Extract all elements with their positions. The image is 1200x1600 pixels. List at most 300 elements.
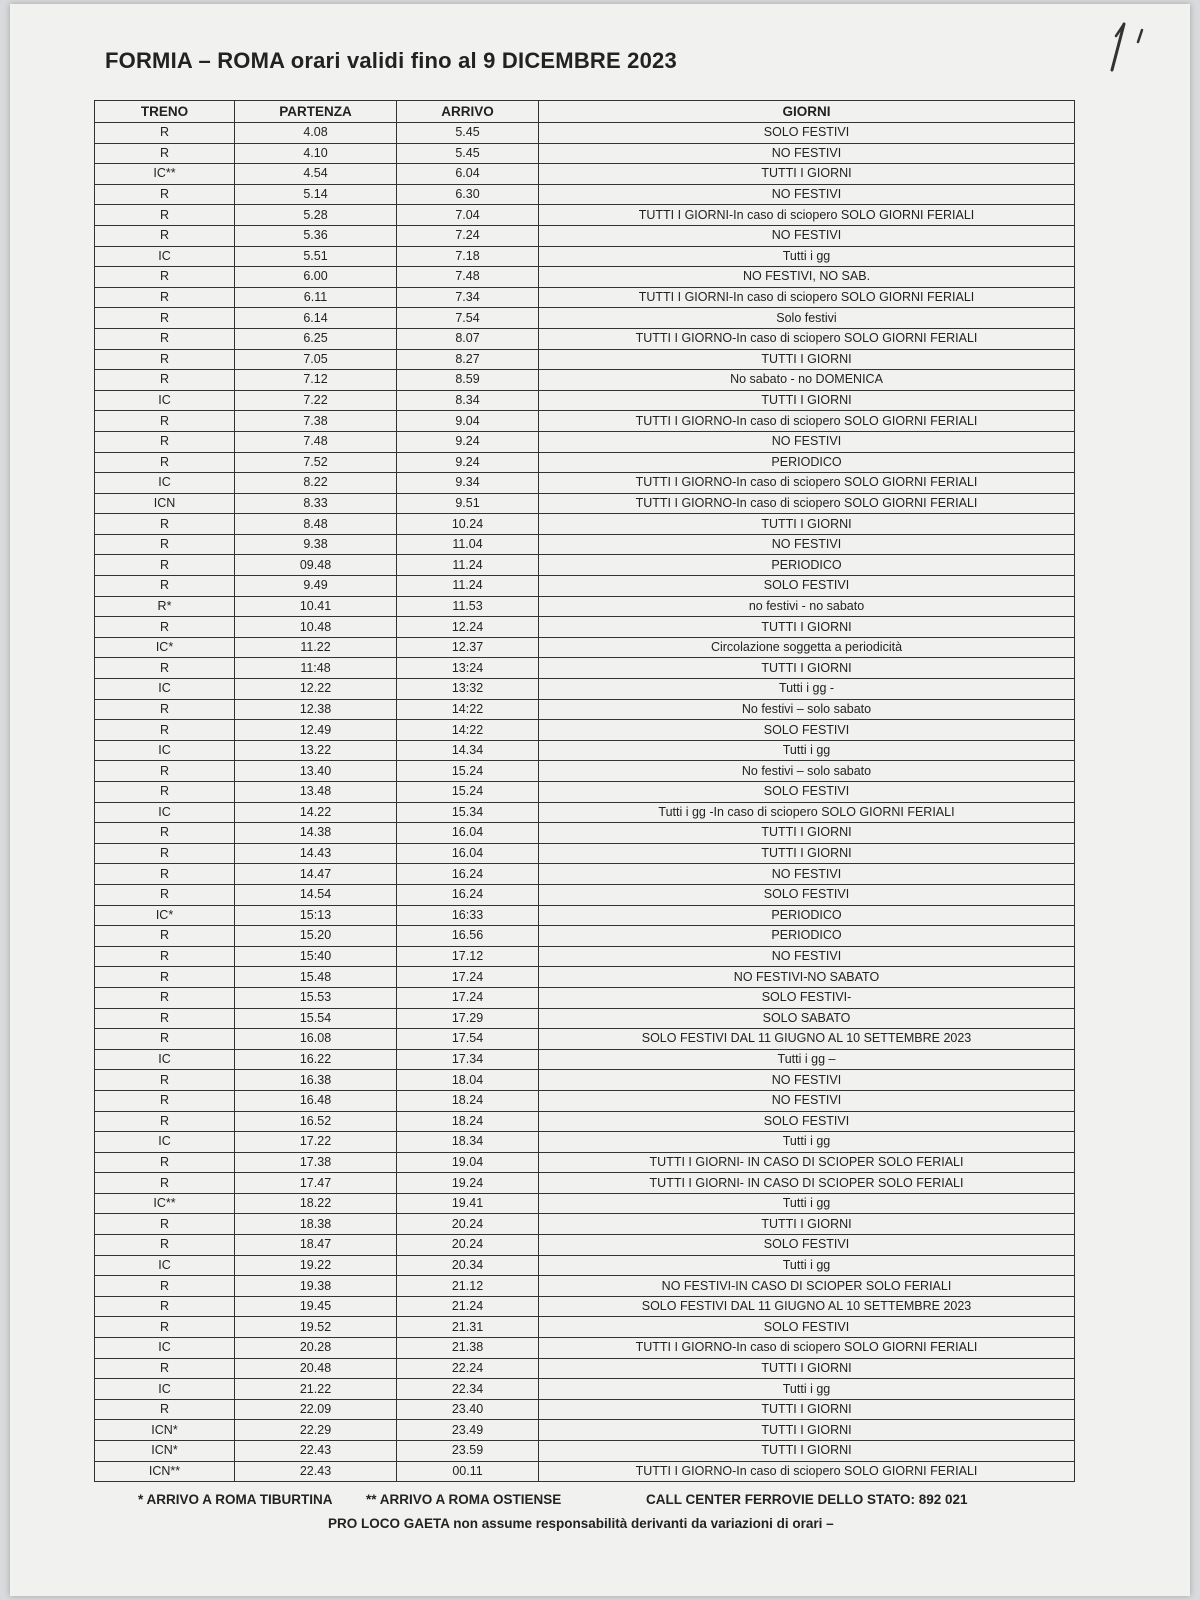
table-row [95,1379,1075,1400]
cell-giorni: Tutti i gg [539,1255,1075,1276]
cell-treno: IC [95,740,235,761]
cell-arrivo: 17.34 [397,1049,539,1070]
cell-partenza: 7.22 [235,390,397,411]
note-ostiense: ** ARRIVO A ROMA OSTIENSE [366,1492,562,1507]
cell-arrivo: 13:32 [397,679,539,700]
table-row [95,1049,1075,1070]
cell-partenza: 5.28 [235,205,397,226]
cell-arrivo: 9.34 [397,473,539,494]
cell-arrivo: 7.04 [397,205,539,226]
table-row [95,1358,1075,1379]
table-row [95,370,1075,391]
cell-partenza: 14.22 [235,802,397,823]
cell-arrivo: 8.07 [397,328,539,349]
cell-giorni: NO FESTIVI-NO SABATO [539,967,1075,988]
cell-partenza: 20.28 [235,1338,397,1359]
cell-giorni: Tutti i gg [539,246,1075,267]
handwritten-page-number [1098,12,1168,82]
cell-giorni: TUTTI I GIORNI [539,514,1075,535]
cell-partenza: 14.47 [235,864,397,885]
table-row [95,740,1075,761]
cell-arrivo: 15.24 [397,761,539,782]
cell-partenza: 4.08 [235,123,397,144]
header-arrivo: ARRIVO [397,101,539,123]
cell-arrivo: 18.34 [397,1132,539,1153]
cell-treno: R [95,1317,235,1338]
cell-partenza: 7.52 [235,452,397,473]
cell-arrivo: 18.24 [397,1111,539,1132]
cell-treno: R [95,864,235,885]
cell-treno: R [95,123,235,144]
table-row [95,390,1075,411]
cell-giorni: SOLO FESTIVI [539,1235,1075,1256]
cell-giorni: NO FESTIVI [539,431,1075,452]
cell-partenza: 7.48 [235,431,397,452]
page-title: FORMIA – ROMA orari validi fino al 9 DICEMBRE 2023 [105,48,677,73]
cell-treno: R [95,1029,235,1050]
table-row [95,617,1075,638]
cell-giorni: NO FESTIVI [539,534,1075,555]
table-row [95,1317,1075,1338]
cell-partenza: 7.05 [235,349,397,370]
cell-treno: R [95,143,235,164]
cell-treno: R [95,1111,235,1132]
cell-arrivo: 21.38 [397,1338,539,1359]
table-row [95,1070,1075,1091]
cell-treno: R [95,843,235,864]
table-row [95,1255,1075,1276]
table-row [95,637,1075,658]
cell-arrivo: 12.37 [397,637,539,658]
cell-partenza: 19.38 [235,1276,397,1297]
table-row [95,1420,1075,1441]
cell-treno: R [95,699,235,720]
cell-partenza: 18.22 [235,1193,397,1214]
cell-arrivo: 23.49 [397,1420,539,1441]
table-row [95,514,1075,535]
cell-giorni: TUTTI I GIORNI [539,823,1075,844]
cell-partenza: 20.48 [235,1358,397,1379]
cell-treno: R* [95,596,235,617]
table-row [95,1193,1075,1214]
cell-arrivo: 7.34 [397,287,539,308]
cell-arrivo: 5.45 [397,143,539,164]
cell-treno: R [95,370,235,391]
cell-treno: R [95,576,235,597]
cell-arrivo: 19.41 [397,1193,539,1214]
cell-partenza: 7.38 [235,411,397,432]
table-row [95,349,1075,370]
cell-giorni: NO FESTIVI [539,864,1075,885]
cell-arrivo: 13:24 [397,658,539,679]
cell-treno: R [95,1173,235,1194]
cell-arrivo: 15.24 [397,782,539,803]
cell-arrivo: 11.24 [397,555,539,576]
cell-arrivo: 8.59 [397,370,539,391]
cell-partenza: 12.38 [235,699,397,720]
cell-giorni: no festivi - no sabato [539,596,1075,617]
cell-treno: IC [95,679,235,700]
cell-partenza: 10.41 [235,596,397,617]
cell-partenza: 17.47 [235,1173,397,1194]
cell-treno: R [95,1296,235,1317]
cell-partenza: 13.22 [235,740,397,761]
cell-giorni: TUTTI I GIORNI [539,1214,1075,1235]
table-row [95,308,1075,329]
cell-giorni: SOLO SABATO [539,1008,1075,1029]
cell-treno: R [95,1235,235,1256]
cell-arrivo: 18.04 [397,1070,539,1091]
cell-giorni: TUTTI I GIORNI-In caso di sciopero SOLO GIORNI FERIALI [539,205,1075,226]
cell-partenza: 15.48 [235,967,397,988]
cell-partenza: 21.22 [235,1379,397,1400]
cell-arrivo: 20.24 [397,1214,539,1235]
table-row [95,473,1075,494]
table-row [95,1173,1075,1194]
cell-giorni: Tutti i gg [539,740,1075,761]
cell-treno: R [95,1008,235,1029]
cell-partenza: 15:40 [235,946,397,967]
table-row [95,1132,1075,1153]
cell-treno: R [95,1152,235,1173]
cell-giorni: NO FESTIVI, NO SAB. [539,267,1075,288]
cell-giorni: TUTTI I GIORNI- IN CASO DI SCIOPER SOLO FERIALI [539,1152,1075,1173]
cell-treno: R [95,431,235,452]
table-row [95,699,1075,720]
cell-giorni: PERIODICO [539,926,1075,947]
cell-partenza: 12.22 [235,679,397,700]
cell-partenza: 4.10 [235,143,397,164]
cell-treno: R [95,308,235,329]
cell-partenza: 15.54 [235,1008,397,1029]
cell-partenza: 6.11 [235,287,397,308]
cell-giorni: TUTTI I GIORNO-In caso di sciopero SOLO GIORNI FERIALI [539,411,1075,432]
cell-arrivo: 19.04 [397,1152,539,1173]
cell-treno: R [95,411,235,432]
table-row [95,1235,1075,1256]
table-row [95,658,1075,679]
cell-giorni: No festivi – solo sabato [539,699,1075,720]
cell-treno: R [95,1090,235,1111]
cell-treno: R [95,205,235,226]
cell-treno: ICN [95,493,235,514]
cell-arrivo: 16.56 [397,926,539,947]
cell-arrivo: 17.29 [397,1008,539,1029]
cell-treno: R [95,617,235,638]
cell-treno: IC [95,473,235,494]
cell-giorni: TUTTI I GIORNO-In caso di sciopero SOLO GIORNI FERIALI [539,1338,1075,1359]
cell-treno: ICN** [95,1461,235,1482]
cell-arrivo: 22.24 [397,1358,539,1379]
cell-giorni: Tutti i gg [539,1132,1075,1153]
cell-arrivo: 21.12 [397,1276,539,1297]
cell-giorni: Tutti i gg -In caso di sciopero SOLO GIORNI FERIALI [539,802,1075,823]
table-row [95,143,1075,164]
cell-partenza: 8.33 [235,493,397,514]
cell-partenza: 19.22 [235,1255,397,1276]
cell-giorni: NO FESTIVI [539,1090,1075,1111]
table-row [95,493,1075,514]
table-row [95,967,1075,988]
cell-treno: R [95,1214,235,1235]
cell-giorni: No sabato - no DOMENICA [539,370,1075,391]
table-row [95,411,1075,432]
table-row [95,534,1075,555]
cell-arrivo: 16:33 [397,905,539,926]
call-center: CALL CENTER FERROVIE DELLO STATO: 892 021 [646,1492,968,1507]
cell-arrivo: 19.24 [397,1173,539,1194]
cell-treno: R [95,1276,235,1297]
cell-treno: R [95,967,235,988]
cell-treno: R [95,946,235,967]
cell-giorni: TUTTI I GIORNI [539,349,1075,370]
cell-giorni: Tutti i gg - [539,679,1075,700]
cell-giorni: Circolazione soggetta a periodicità [539,637,1075,658]
cell-treno: IC [95,1049,235,1070]
cell-treno: ICN* [95,1441,235,1462]
table-row [95,823,1075,844]
cell-giorni: TUTTI I GIORNO-In caso di sciopero SOLO GIORNI FERIALI [539,473,1075,494]
table-row [95,184,1075,205]
table-row [95,1296,1075,1317]
cell-partenza: 22.43 [235,1441,397,1462]
cell-partenza: 8.48 [235,514,397,535]
cell-giorni: Tutti i gg – [539,1049,1075,1070]
table-row [95,905,1075,926]
cell-partenza: 18.47 [235,1235,397,1256]
cell-arrivo: 6.04 [397,164,539,185]
cell-partenza: 22.29 [235,1420,397,1441]
cell-giorni: PERIODICO [539,555,1075,576]
cell-arrivo: 16.24 [397,864,539,885]
cell-giorni: TUTTI I GIORNO-In caso di sciopero SOLO GIORNI FERIALI [539,1461,1075,1482]
cell-giorni: SOLO FESTIVI DAL 11 GIUGNO AL 10 SETTEMBRE 2023 [539,1029,1075,1050]
cell-treno: R [95,349,235,370]
cell-partenza: 18.38 [235,1214,397,1235]
cell-arrivo: 7.48 [397,267,539,288]
cell-giorni: TUTTI I GIORNI [539,843,1075,864]
header-giorni: GIORNI [539,101,1075,123]
cell-partenza: 16.38 [235,1070,397,1091]
cell-partenza: 16.22 [235,1049,397,1070]
cell-treno: IC* [95,637,235,658]
cell-partenza: 13.40 [235,761,397,782]
cell-arrivo: 17.24 [397,987,539,1008]
cell-arrivo: 7.24 [397,225,539,246]
cell-partenza: 5.14 [235,184,397,205]
cell-giorni: TUTTI I GIORNO-In caso di sciopero SOLO GIORNI FERIALI [539,328,1075,349]
cell-partenza: 19.45 [235,1296,397,1317]
table-header-row [95,101,1075,123]
cell-treno: IC [95,802,235,823]
cell-giorni: SOLO FESTIVI [539,720,1075,741]
table-row [95,1338,1075,1359]
cell-arrivo: 16.04 [397,823,539,844]
table-row [95,720,1075,741]
cell-partenza: 7.12 [235,370,397,391]
cell-giorni: NO FESTIVI-IN CASO DI SCIOPER SOLO FERIALI [539,1276,1075,1297]
cell-arrivo: 23.40 [397,1399,539,1420]
table-row [95,328,1075,349]
cell-treno: R [95,926,235,947]
cell-arrivo: 14:22 [397,720,539,741]
table-row [95,884,1075,905]
cell-treno: R [95,452,235,473]
cell-arrivo: 21.31 [397,1317,539,1338]
cell-arrivo: 7.54 [397,308,539,329]
cell-giorni: NO FESTIVI [539,143,1075,164]
cell-partenza: 6.25 [235,328,397,349]
cell-partenza: 16.52 [235,1111,397,1132]
cell-partenza: 14.43 [235,843,397,864]
timetable [94,100,1075,1482]
cell-treno: IC [95,1255,235,1276]
cell-arrivo: 21.24 [397,1296,539,1317]
cell-treno: IC [95,1338,235,1359]
cell-arrivo: 20.24 [397,1235,539,1256]
cell-treno: R [95,555,235,576]
cell-treno: R [95,987,235,1008]
cell-giorni: Tutti i gg [539,1379,1075,1400]
table-row [95,164,1075,185]
cell-giorni: TUTTI I GIORNI [539,617,1075,638]
cell-partenza: 22.43 [235,1461,397,1482]
cell-partenza: 13.48 [235,782,397,803]
table-row [95,267,1075,288]
timetable-body [95,123,1075,1482]
cell-arrivo: 23.59 [397,1441,539,1462]
cell-arrivo: 12.24 [397,617,539,638]
cell-partenza: 6.00 [235,267,397,288]
cell-partenza: 11.22 [235,637,397,658]
table-row [95,1029,1075,1050]
cell-partenza: 14.38 [235,823,397,844]
cell-arrivo: 9.24 [397,452,539,473]
cell-giorni: SOLO FESTIVI [539,884,1075,905]
cell-giorni: PERIODICO [539,452,1075,473]
cell-partenza: 22.09 [235,1399,397,1420]
table-row [95,782,1075,803]
table-row [95,431,1075,452]
cell-giorni: NO FESTIVI [539,184,1075,205]
cell-giorni: Solo festivi [539,308,1075,329]
cell-partenza: 11:48 [235,658,397,679]
cell-giorni: TUTTI I GIORNI [539,1399,1075,1420]
note-tiburtina: * ARRIVO A ROMA TIBURTINA [138,1492,333,1507]
cell-partenza: 15.53 [235,987,397,1008]
table-row [95,576,1075,597]
cell-giorni: TUTTI I GIORNI- IN CASO DI SCIOPER SOLO FERIALI [539,1173,1075,1194]
cell-partenza: 4.54 [235,164,397,185]
table-row [95,1276,1075,1297]
cell-partenza: 9.38 [235,534,397,555]
table-row [95,1399,1075,1420]
cell-partenza: 14.54 [235,884,397,905]
table-row [95,1461,1075,1482]
cell-giorni: SOLO FESTIVI DAL 11 GIUGNO AL 10 SETTEMBRE 2023 [539,1296,1075,1317]
cell-arrivo: 11.24 [397,576,539,597]
table-row [95,596,1075,617]
cell-giorni: TUTTI I GIORNI [539,658,1075,679]
cell-arrivo: 8.34 [397,390,539,411]
table-row [95,1214,1075,1235]
table-row [95,123,1075,144]
cell-treno: R [95,823,235,844]
cell-giorni: NO FESTIVI [539,1070,1075,1091]
cell-partenza: 16.48 [235,1090,397,1111]
cell-arrivo: 00.11 [397,1461,539,1482]
disclaimer: PRO LOCO GAETA non assume responsabilità derivanti da variazioni di orari – [328,1516,834,1531]
cell-treno: IC [95,246,235,267]
cell-giorni: TUTTI I GIORNI [539,1358,1075,1379]
cell-arrivo: 5.45 [397,123,539,144]
cell-treno: IC [95,390,235,411]
table-row [95,555,1075,576]
cell-treno: R [95,328,235,349]
cell-arrivo: 20.34 [397,1255,539,1276]
cell-treno: IC** [95,1193,235,1214]
cell-treno: R [95,761,235,782]
cell-treno: IC* [95,905,235,926]
cell-partenza: 15:13 [235,905,397,926]
cell-arrivo: 7.18 [397,246,539,267]
table-row [95,946,1075,967]
cell-giorni: NO FESTIVI [539,225,1075,246]
cell-giorni: PERIODICO [539,905,1075,926]
cell-treno: R [95,534,235,555]
cell-arrivo: 14:22 [397,699,539,720]
cell-arrivo: 17.54 [397,1029,539,1050]
cell-treno: R [95,884,235,905]
cell-arrivo: 9.04 [397,411,539,432]
cell-giorni: SOLO FESTIVI [539,782,1075,803]
table-row [95,679,1075,700]
cell-partenza: 9.49 [235,576,397,597]
cell-arrivo: 9.24 [397,431,539,452]
cell-partenza: 17.22 [235,1132,397,1153]
cell-treno: R [95,514,235,535]
cell-arrivo: 9.51 [397,493,539,514]
table-row [95,246,1075,267]
cell-giorni: Tutti i gg [539,1193,1075,1214]
cell-partenza: 5.51 [235,246,397,267]
table-row [95,1111,1075,1132]
cell-arrivo: 8.27 [397,349,539,370]
cell-giorni: SOLO FESTIVI [539,576,1075,597]
cell-giorni: TUTTI I GIORNI [539,1441,1075,1462]
cell-treno: R [95,658,235,679]
cell-treno: IC [95,1132,235,1153]
header-partenza: PARTENZA [235,101,397,123]
cell-partenza: 6.14 [235,308,397,329]
cell-treno: R [95,1358,235,1379]
table-row [95,205,1075,226]
table-row [95,987,1075,1008]
table-row [95,864,1075,885]
cell-partenza: 5.36 [235,225,397,246]
cell-treno: R [95,1070,235,1091]
table-row [95,287,1075,308]
cell-giorni: SOLO FESTIVI [539,1111,1075,1132]
cell-giorni: SOLO FESTIVI- [539,987,1075,1008]
cell-treno: ICN* [95,1420,235,1441]
cell-giorni: No festivi – solo sabato [539,761,1075,782]
cell-treno: IC [95,1379,235,1400]
cell-giorni: TUTTI I GIORNO-In caso di sciopero SOLO GIORNI FERIALI [539,493,1075,514]
cell-partenza: 10.48 [235,617,397,638]
cell-giorni: NO FESTIVI [539,946,1075,967]
cell-arrivo: 17.24 [397,967,539,988]
